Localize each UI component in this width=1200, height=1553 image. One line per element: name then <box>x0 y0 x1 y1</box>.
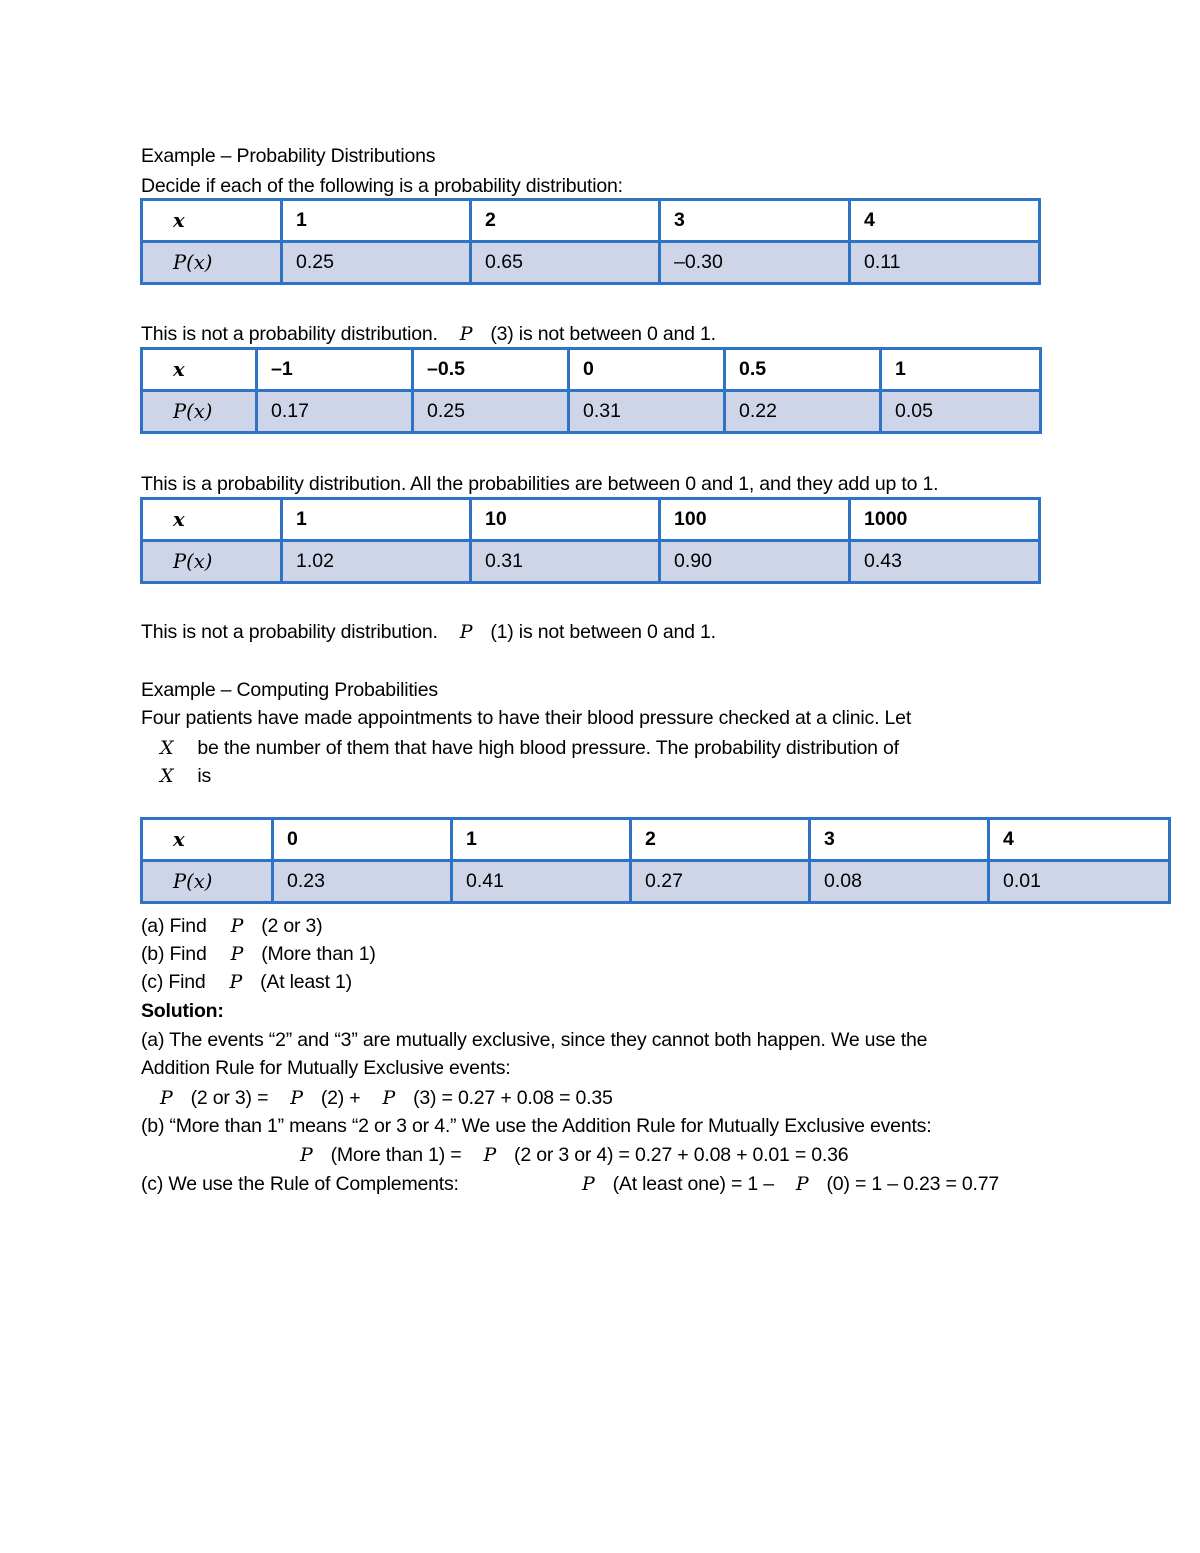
question-a: (a) Find P (2 or 3) <box>141 915 323 937</box>
p-value: 1.02 <box>282 541 471 583</box>
p-value: 0.65 <box>471 242 660 284</box>
x-header: x <box>142 349 257 391</box>
table-row <box>142 349 1041 391</box>
x-value: 10 <box>471 499 660 541</box>
example-2-title: Example – Computing Probabilities <box>141 679 438 701</box>
p-value: 0.31 <box>569 391 725 433</box>
x-value: 4 <box>989 819 1170 861</box>
question-c: (c) Find P (At least 1) <box>141 971 352 993</box>
example-1-title: Example – Probability Distributions <box>141 145 436 167</box>
x-value: 3 <box>660 200 850 242</box>
x-value: 0 <box>273 819 452 861</box>
solution-a-2: Addition Rule for Mutually Exclusive events: <box>141 1057 511 1079</box>
answer-3: This is not a probability distribution. P (1) is not between 0 and 1. <box>141 621 716 643</box>
solution-b-1: (b) “More than 1” means “2 or 3 or 4.” We use the Addition Rule for Mutually Exclusive events: <box>141 1115 932 1137</box>
p-value: 0.01 <box>989 861 1170 903</box>
answer-1: This is not a probability distribution. P (3) is not between 0 and 1. <box>141 323 716 345</box>
solution-b-2: P (More than 1) = P (2 or 3 or 4) = 0.27 + 0.08 + 0.01 = 0.36 <box>300 1144 849 1166</box>
example-2-text-1: Four patients have made appointments to have their blood pressure checked at a clinic. Let <box>141 707 912 729</box>
solution-c-1: (c) We use the Rule of Complements: <box>141 1173 459 1195</box>
p-header: P(x) <box>142 861 273 903</box>
x-value: 100 <box>660 499 850 541</box>
x-value: 2 <box>631 819 810 861</box>
table-row <box>142 200 1040 242</box>
p-value: 0.08 <box>810 861 989 903</box>
distribution-table-4 <box>140 817 1171 904</box>
p-value: 0.43 <box>850 541 1040 583</box>
distribution-table-1 <box>140 198 1041 285</box>
x-value: 1 <box>282 200 471 242</box>
x-value: 4 <box>850 200 1040 242</box>
p-value: 0.90 <box>660 541 850 583</box>
p-value: 0.22 <box>725 391 881 433</box>
x-value: 1 <box>881 349 1041 391</box>
table-row <box>142 819 1170 861</box>
p-header: P(x) <box>142 541 282 583</box>
p-value: 0.27 <box>631 861 810 903</box>
x-value: 1 <box>282 499 471 541</box>
solution-a-3: P (2 or 3) = P (2) + P (3) = 0.27 + 0.08 = 0.35 <box>160 1087 613 1109</box>
p-value: 0.25 <box>413 391 569 433</box>
p-value: 0.31 <box>471 541 660 583</box>
distribution-table-2 <box>140 347 1042 434</box>
table-row <box>142 861 1170 903</box>
x-value: 1000 <box>850 499 1040 541</box>
solution-c-2: P (At least one) = 1 – P (0) = 1 – 0.23 = 0.77 <box>582 1173 1000 1195</box>
p-header: P(x) <box>142 242 282 284</box>
solution-label: Solution: <box>141 1000 224 1022</box>
table-row <box>142 391 1041 433</box>
x-header: x <box>142 200 282 242</box>
example-2-text-2: X be the number of them that have high blood pressure. The probability distribution of <box>160 737 899 759</box>
x-value: 0 <box>569 349 725 391</box>
x-value: 0.5 <box>725 349 881 391</box>
x-value: –0.5 <box>413 349 569 391</box>
x-header: x <box>142 819 273 861</box>
p-value: 0.11 <box>850 242 1040 284</box>
distribution-table-3 <box>140 497 1041 584</box>
x-value: 2 <box>471 200 660 242</box>
solution-a-1: (a) The events “2” and “3” are mutually exclusive, since they cannot both happen. We use the <box>141 1029 928 1051</box>
question-b: (b) Find P (More than 1) <box>141 943 376 965</box>
table-row <box>142 499 1040 541</box>
x-value: 3 <box>810 819 989 861</box>
x-value: –1 <box>257 349 413 391</box>
example-1-prompt: Decide if each of the following is a probability distribution: <box>141 175 623 197</box>
p-value: 0.41 <box>452 861 631 903</box>
p-value: –0.30 <box>660 242 850 284</box>
p-value: 0.23 <box>273 861 452 903</box>
table-row <box>142 242 1040 284</box>
table-row <box>142 541 1040 583</box>
example-2-text-3: X is <box>160 765 212 787</box>
p-header: P(x) <box>142 391 257 433</box>
p-value: 0.05 <box>881 391 1041 433</box>
x-value: 1 <box>452 819 631 861</box>
answer-2: This is a probability distribution. All the probabilities are between 0 and 1, and they add up to 1. <box>141 473 939 495</box>
x-header: x <box>142 499 282 541</box>
p-value: 0.25 <box>282 242 471 284</box>
p-value: 0.17 <box>257 391 413 433</box>
